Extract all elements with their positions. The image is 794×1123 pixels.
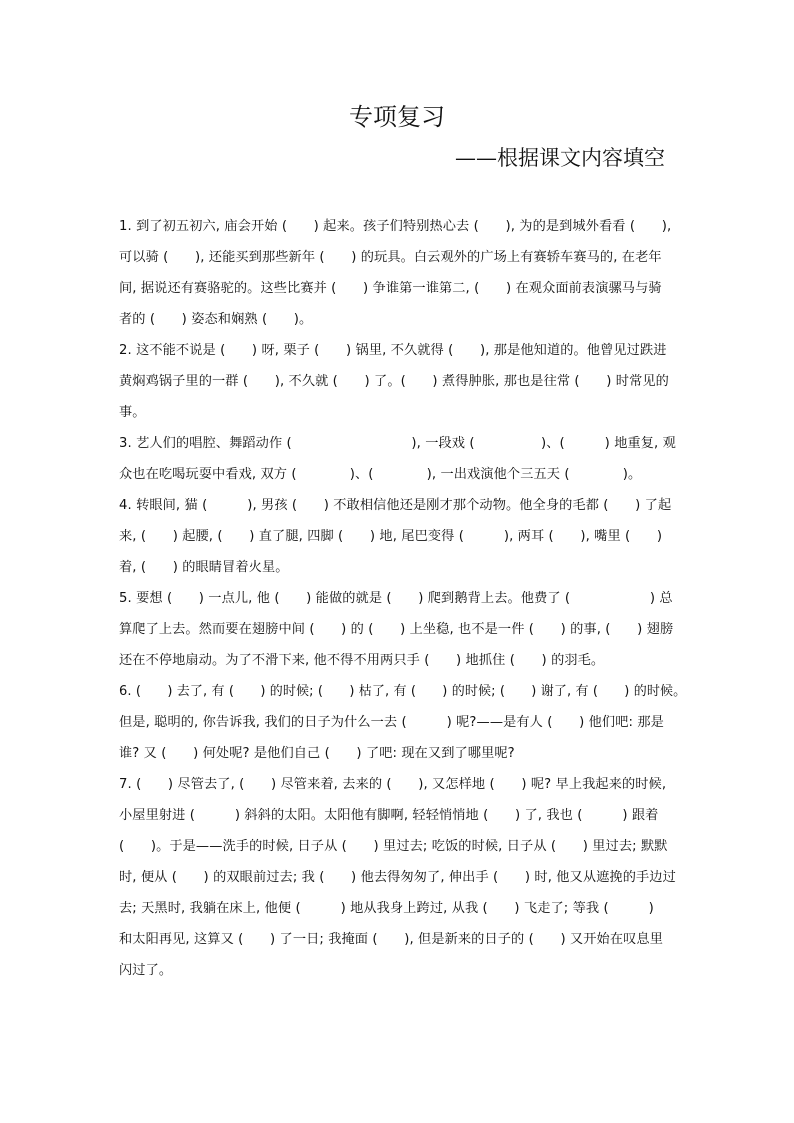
question-line: 6. ( ) 去了, 有 ( ) 的时候; ( ) 枯了, 有 ( ) 的时候; ( ) 谢了, 有 ( ) 的时候。 [119,684,687,699]
question-line: 间, 据说还有赛骆驼的。这些比赛并 ( ) 争谁第一谁第二, ( ) 在观众面前表演骡马与骑 [119,281,662,296]
question-line: 1. 到了初五初六, 庙会开始 ( ) 起来。孩子们特别热心去 ( ), 为的是到城外看看 ( ), [119,219,672,234]
question-line: 还在不停地扇动。为了不滑下来, 他不得不用两只手 ( ) 地抓住 ( ) 的羽毛。 [119,653,605,668]
question-7 [119,769,686,986]
question-line: 7. ( ) 尽管去了, ( ) 尽管来着, 去来的 ( ), 又怎样地 ( ) 呢? 早上我起来的时候, [119,777,667,792]
question-line: 4. 转眼间, 猫 ( ), 男孩 ( ) 不敢相信他还是刚才那个动物。他全身的毛都 ( ) 了起 [119,498,672,513]
question-line: 谁? 又 ( ) 何处呢? 是他们自己 ( ) 了吧: 现在又到了哪里呢? [119,746,515,761]
question-4 [119,490,686,583]
question-list [119,211,686,986]
question-line: 2. 这不能不说是 ( ) 呀, 栗子 ( ) 锅里, 不久就得 ( ), 那是他知道的。他曾见过跌进 [119,343,667,358]
question-line: 和太阳再见, 这算又 ( ) 了一日; 我掩面 ( ), 但是新来的日子的 ( ) 又开始在叹息里 [119,932,663,947]
question-line: 事。 [119,405,146,420]
question-line: 算爬了上去。然而要在翅膀中间 ( ) 的 ( ) 上坐稳, 也不是一件 ( ) 的事, ( ) 翅膀 [119,622,674,637]
question-line: 者的 ( ) 姿态和娴熟 ( )。 [119,312,313,327]
question-line: 可以骑 ( ), 还能买到那些新年 ( ) 的玩具。白云观外的广场上有赛轿车赛马的, 在老年 [119,250,662,265]
page-title: 专项复习 [349,103,445,131]
question-line: 去; 天黑时, 我躺在床上, 他便 ( ) 地从我身上跨过, 从我 ( ) 飞走了; 等我 ( ) [119,901,654,916]
question-1 [119,211,686,335]
question-line: ( )。于是——洗手的时候, 日子从 ( ) 里过去; 吃饭的时候, 日子从 ( ) 里过去; 默默 [119,839,668,854]
question-line: 时, 便从 ( ) 的双眼前过去; 我 ( ) 他去得匆匆了, 伸出手 ( ) 时, 他又从遮挽的手边过 [119,870,676,885]
question-line: 来, ( ) 起腰, ( ) 直了腿, 四脚 ( ) 地, 尾巴变得 ( ), 两耳 ( ), 嘴里 ( ) [119,529,663,544]
question-line: 黄焖鸡锅子里的一群 ( ), 不久就 ( ) 了。( ) 煮得肿胀, 那也是往常 ( ) 时常见的 [119,374,669,389]
question-line: 3. 艺人们的唱腔、舞蹈动作 ( ), 一段戏 ( )、( ) 地重复, 观 [119,436,676,451]
question-line: 小屋里射进 ( ) 斜斜的太阳。太阳他有脚啊, 轻轻悄悄地 ( ) 了, 我也 ( ) 跟着 [119,808,659,823]
question-line: 着, ( ) 的眼睛冒着火星。 [119,560,289,575]
question-line: 5. 要想 ( ) 一点儿, 他 ( ) 能做的就是 ( ) 爬到鹅背上去。他费了 ( ) 总 [119,591,673,606]
question-3 [119,428,686,490]
question-6 [119,676,686,769]
question-2 [119,335,686,428]
page-subtitle: ——根据课文内容填空 [455,146,665,170]
question-line: 闪过了。 [119,963,173,978]
question-line: 众也在吃喝玩耍中看戏, 双方 ( )、( ), 一出戏演他个三五天 ( )。 [119,467,642,482]
question-line: 但是, 聪明的, 你告诉我, 我们的日子为什么一去 ( ) 呢?——是有人 ( ) 他们吧: 那是 [119,715,664,730]
question-5 [119,583,686,676]
